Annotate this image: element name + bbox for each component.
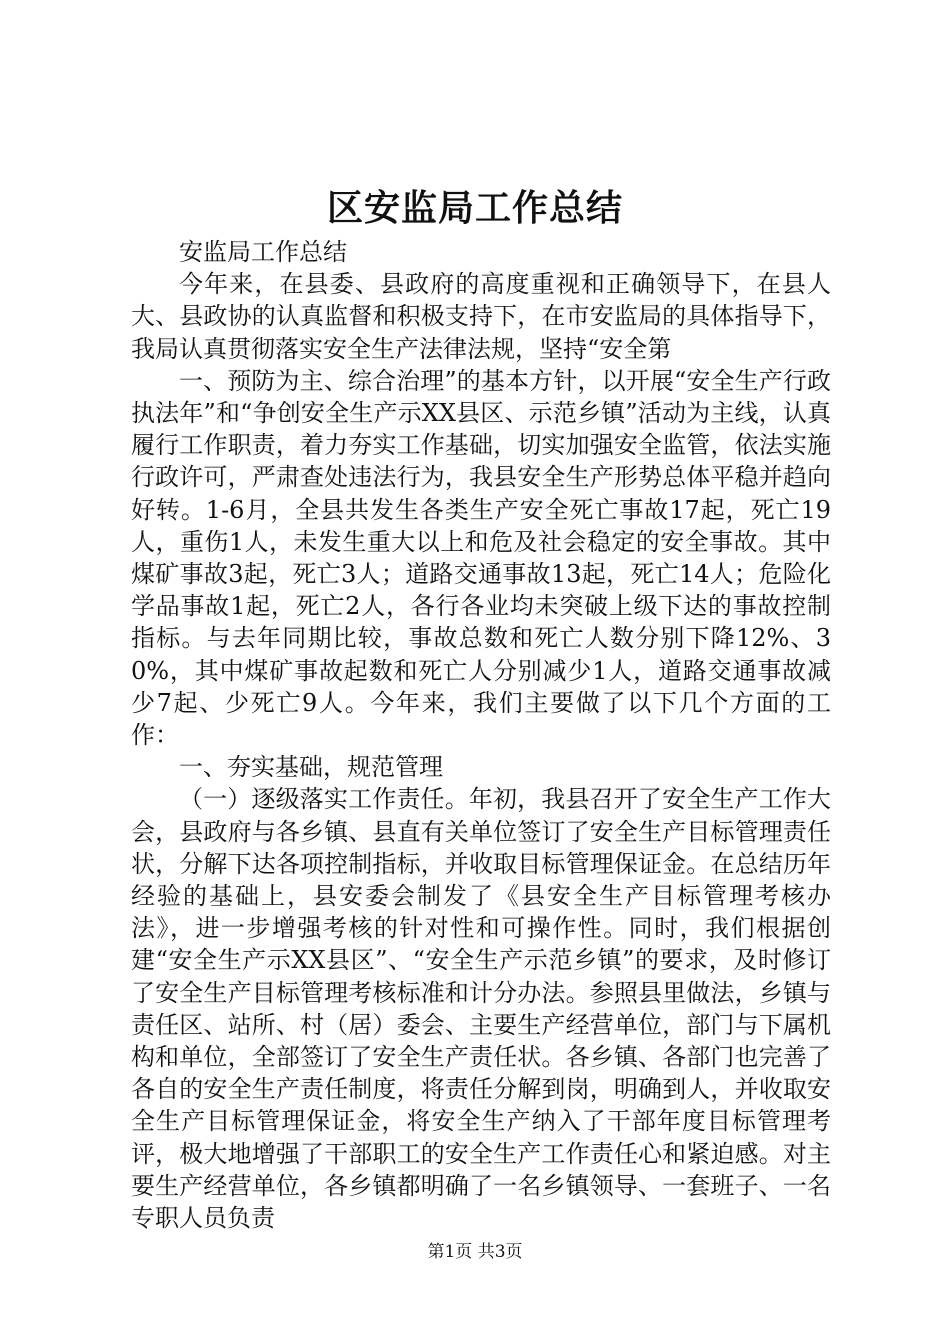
page-number-footer: 第1页 共3页: [427, 1242, 523, 1262]
document-title: 区安监局工作总结: [326, 187, 623, 229]
paragraph-intro: 今年来，在县委、县政府的高度重视和正确领导下，在县人大、县政协的认真监督和积极支持下，在市安监局的具体指导下，我局认真贯彻落实安全生产法律法规，坚持“安全第: [131, 270, 831, 363]
paragraph-subtitle: 安监局工作总结: [179, 238, 347, 266]
document-body: [131, 236, 831, 1234]
paragraph-overview: 一、预防为主、综合治理”的基本方针，以开展“安全生产行政执法年”和“争创安全生产示XX县区、示范乡镇”活动为主线，认真履行工作职责，着力夯实工作基础，切实加强安全监管，依法实施行政许可，严肃查处违法行为，我县安全生产形势总体平稳并趋向好转。1-6月，全县共发生各类生产安全死亡事故17起，死亡19人，重伤1人，未发生重大以上和危及社会稳定的安全事故。其中煤矿事故3起，死亡3人；道路交通事故13起，死亡14人；危险化学品事故1起，死亡2人，各行各业均未突破上级下达的事故控制指标。与去年同期比较，事故总数和死亡人数分别下降12%、30%，其中煤矿事故起数和死亡人分别减少1人，道路交通事故减少7起、少死亡9人。今年来，我们主要做了以下几个方面的工作：: [131, 366, 831, 750]
paragraph-responsibility: （一）逐级落实工作责任。年初，我县召开了安全生产工作大会，县政府与各乡镇、县直有关单位签订了安全生产目标管理责任状，分解下达各项控制指标，并收取目标管理保证金。在总结历年经验的基础上，县安委会制发了《县安全生产目标管理考核办法》，进一步增强考核的针对性和可操作性。同时，我们根据创建“安全生产示XX县区”、“安全生产示范乡镇”的要求，及时修订了安全生产目标管理考核标准和计分办法。参照县里做法，乡镇与责任区、站所、村（居）委会、主要生产经营单位，部门与下属机构和单位，全部签订了安全生产责任状。各乡镇、各部门也完善了各自的安全生产责任制度，将责任分解到岗，明确到人，并收取安全生产目标管理保证金，将安全生产纳入了干部年度目标管理考评，极大地增强了干部职工的安全生产工作责任心和紧迫感。对主要生产经营单位，各乡镇都明确了一名乡镇领导、一套班子、一名专职人员负责: [131, 785, 831, 1233]
section-heading: 一、夯实基础，规范管理: [179, 753, 443, 782]
